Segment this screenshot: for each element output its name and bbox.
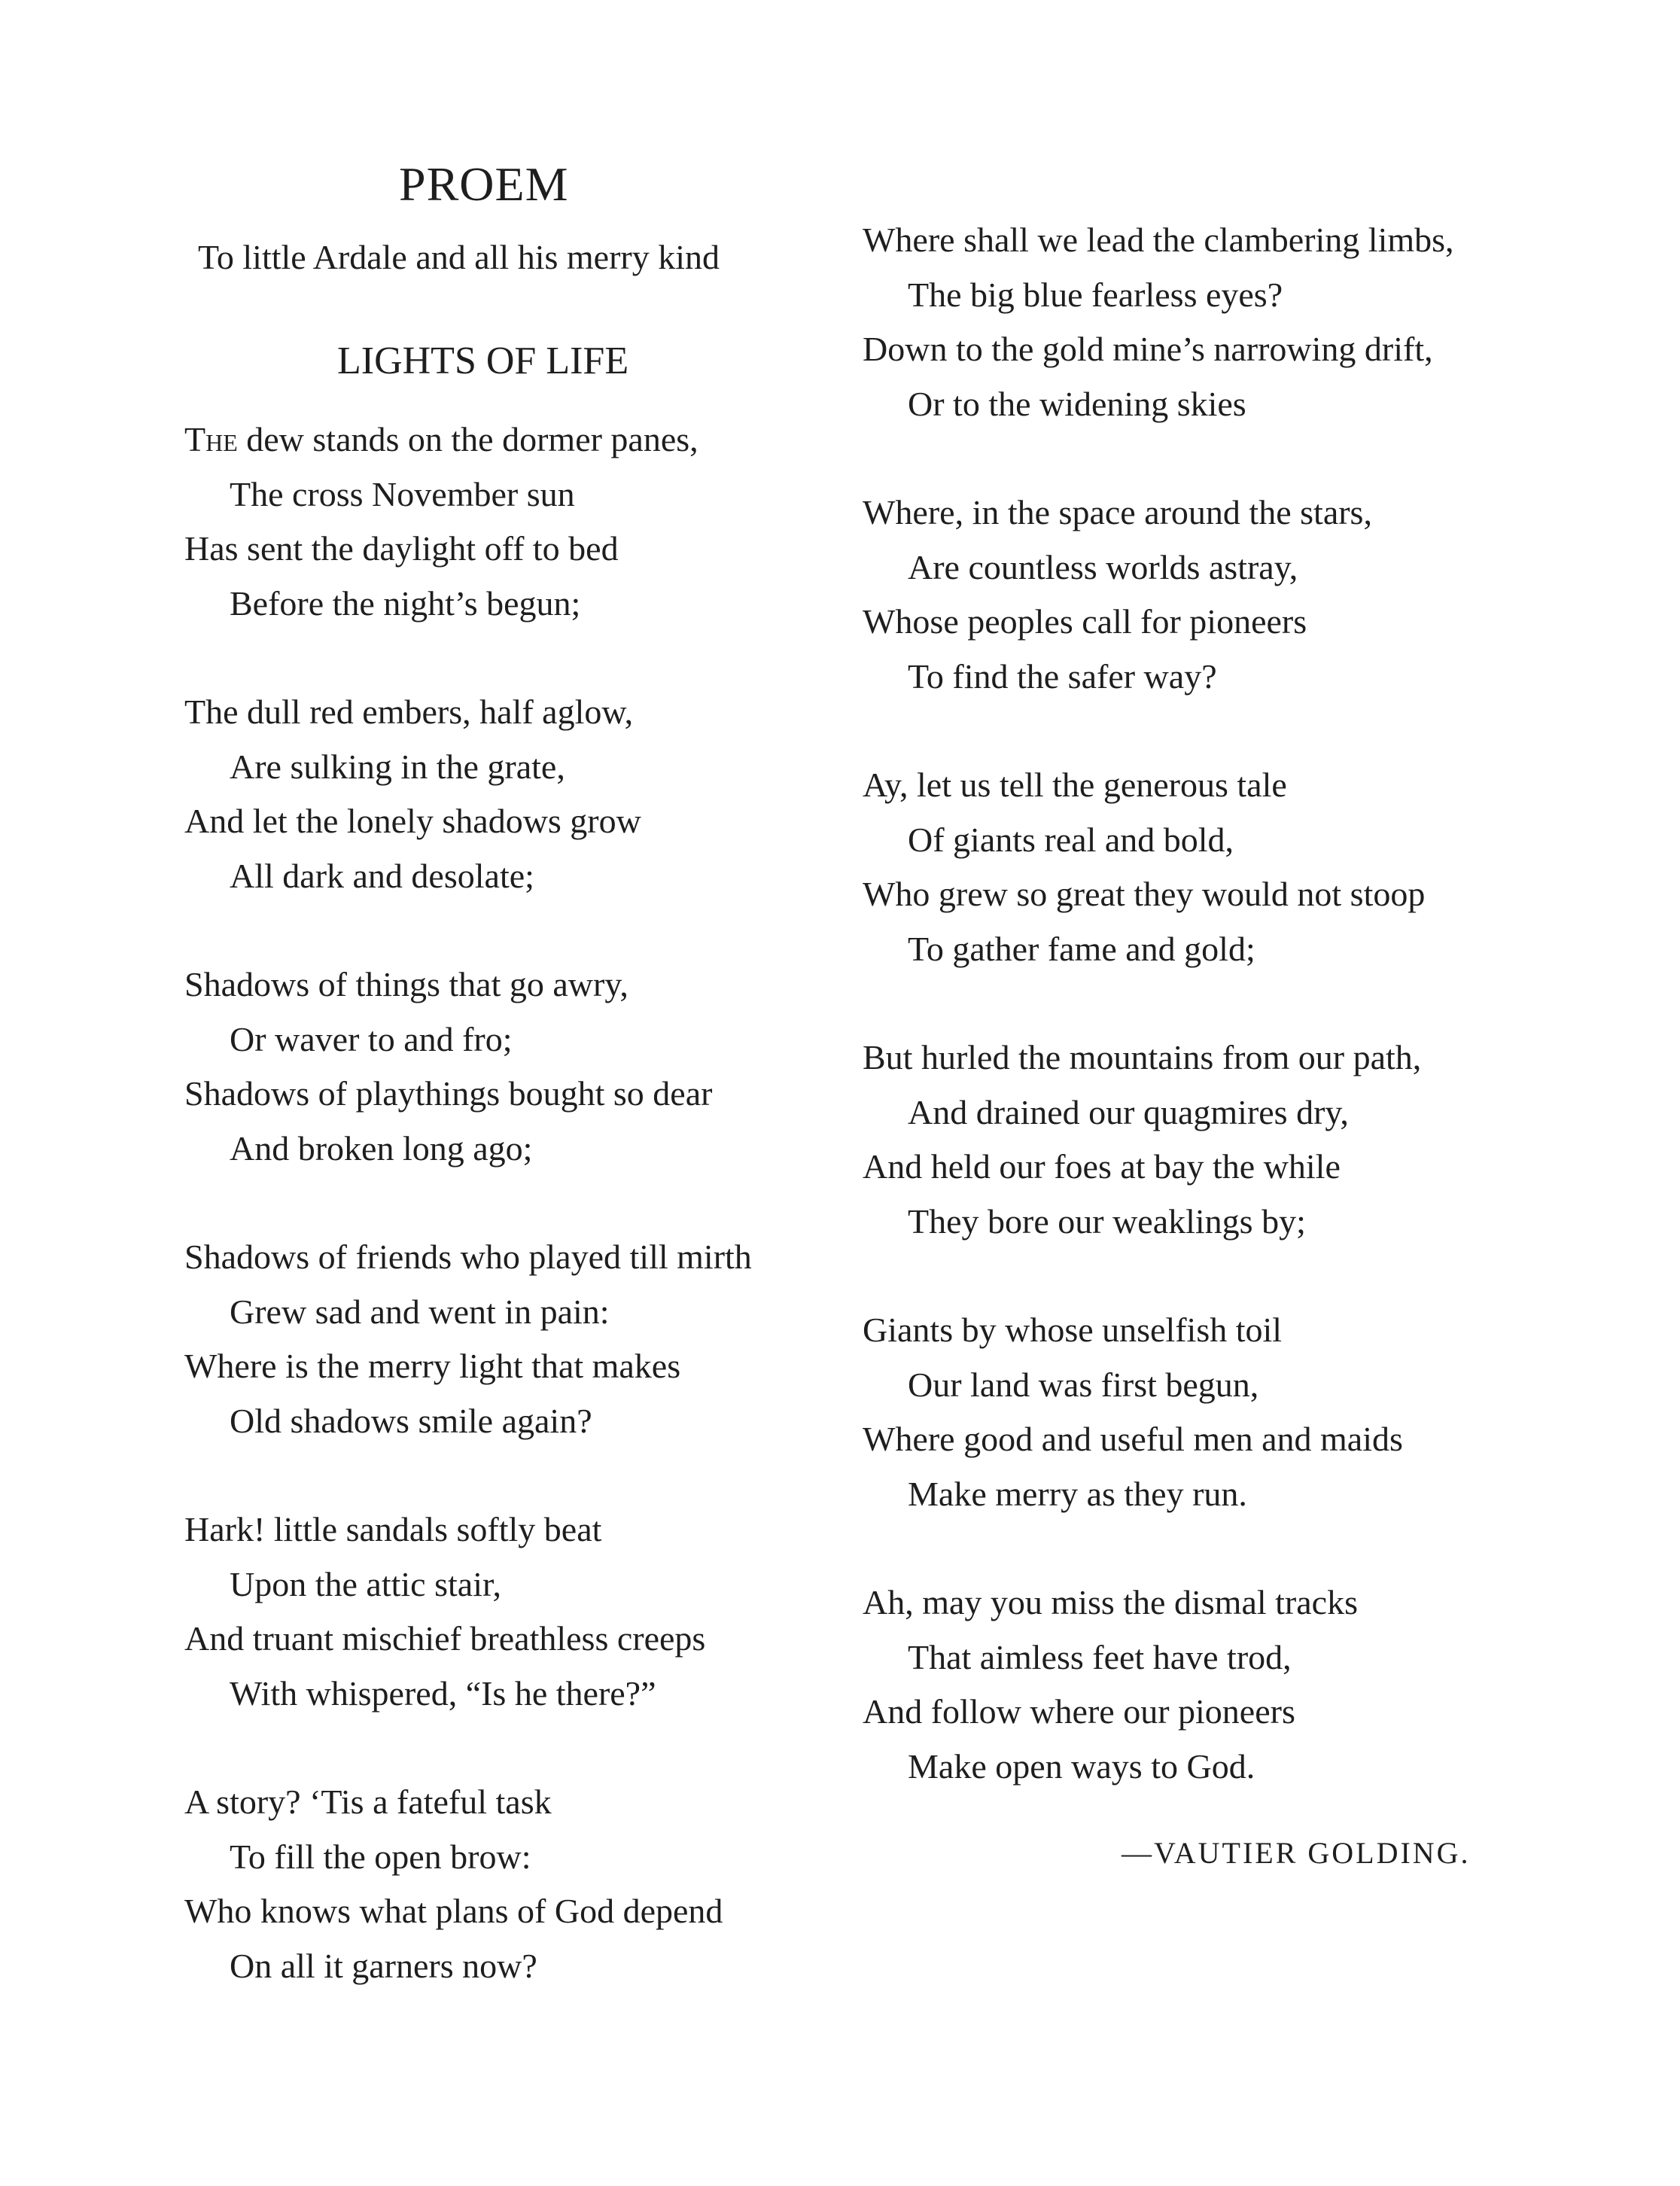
poem-line: Our land was first begun, <box>908 1365 1259 1404</box>
poem-line: Where, in the space around the stars, <box>863 493 1372 531</box>
poem-line: Shadows of friends who played till mirth <box>184 1238 752 1276</box>
poem-line: And broken long ago; <box>230 1128 533 1168</box>
stanza <box>184 685 752 903</box>
poem-line <box>184 413 752 467</box>
stanza <box>863 213 1454 431</box>
stanza <box>184 1502 752 1721</box>
stanza <box>863 1576 1454 1794</box>
stanza <box>863 1303 1454 1521</box>
left-stanzas <box>184 413 752 2047</box>
poem-line: And drained our quagmires dry, <box>908 1092 1349 1131</box>
stanza <box>863 486 1454 704</box>
dedication: To little Ardale and all his merry kind <box>198 238 720 276</box>
poem-line: The big blue fearless eyes? <box>908 275 1283 314</box>
poem-line: The cross November sun <box>230 474 575 513</box>
poem-line: Whose peoples call for pioneers <box>863 602 1307 641</box>
poem-line: With whispered, “Is he there?” <box>230 1673 656 1713</box>
poem-line: Shadows of things that go awry, <box>184 965 628 1003</box>
poem-line: But hurled the mountains from our path, <box>863 1038 1422 1076</box>
stanza <box>863 1031 1454 1249</box>
poem-line: That aimless feet have trod, <box>908 1637 1292 1676</box>
poem-line: On all it garners now? <box>230 1946 537 1985</box>
poem-line: Where is the merry light that makes <box>184 1347 681 1385</box>
poem-line: They bore our weaklings by; <box>908 1201 1306 1241</box>
stanza <box>184 1230 752 1448</box>
poem-line: Who knows what plans of God depend <box>184 1892 723 1930</box>
poem-line: Make open ways to God. <box>908 1746 1255 1786</box>
poem-line: Upon the attic stair, <box>230 1564 501 1603</box>
poem-line: Giants by whose unselfish toil <box>863 1311 1283 1349</box>
poem-line: The dull red embers, half aglow, <box>184 693 634 731</box>
poem-line: Before the night’s begun; <box>230 583 581 623</box>
stanza <box>863 758 1454 976</box>
poem-line: Or to the widening skies <box>908 384 1246 423</box>
stanza <box>184 1775 752 1993</box>
poem-line: To fill the open brow: <box>230 1837 531 1876</box>
poem-line: And held our foes at bay the while <box>863 1147 1341 1186</box>
right-stanzas <box>863 213 1454 1848</box>
poem-line: Who grew so great they would not stoop <box>863 875 1426 913</box>
poem-line: Ay, let us tell the generous tale <box>863 766 1287 804</box>
stanza <box>184 958 752 1176</box>
poem-line: And truant mischief breathless creeps <box>184 1619 706 1658</box>
poem-line: Ah, may you miss the dismal tracks <box>863 1583 1358 1621</box>
dropcap-word: The <box>184 420 238 458</box>
poem-line: Or waver to and fro; <box>230 1019 513 1058</box>
stanza <box>184 413 752 631</box>
poem-line: Of giants real and bold, <box>908 820 1234 859</box>
poem-line: Hark! little sandals softly beat <box>184 1510 602 1548</box>
poem-line: And follow where our pioneers <box>863 1692 1295 1731</box>
poem-line: A story? ‘Tis a fateful task <box>184 1783 552 1821</box>
poem-line: Are countless worlds astray, <box>908 547 1298 586</box>
poem-line: Are sulking in the grate, <box>230 747 565 786</box>
poem-line-text: dew stands on the dormer panes, <box>237 420 698 458</box>
author-signature: —VAUTIER GOLDING. <box>1122 1836 1471 1870</box>
poem-line: And let the lonely shadows grow <box>184 802 641 840</box>
poem-line: Old shadows smile again? <box>230 1401 592 1440</box>
poem-line: Where shall we lead the clambering limbs, <box>863 221 1454 259</box>
poem-title: LIGHTS OF LIFE <box>337 339 629 382</box>
poem-line: All dark and desolate; <box>230 856 534 895</box>
poem-line: To gather fame and gold; <box>908 929 1255 968</box>
page-title: PROEM <box>399 157 569 211</box>
poem-line: Make merry as they run. <box>908 1474 1247 1513</box>
poem-line: Down to the gold mine’s narrowing drift, <box>863 330 1433 368</box>
poem-line: Where good and useful men and maids <box>863 1420 1403 1458</box>
poem-line: Shadows of playthings bought so dear <box>184 1074 713 1113</box>
poem-line: Grew sad and went in pain: <box>230 1292 610 1331</box>
poem-line: Has sent the daylight off to bed <box>184 529 619 568</box>
poem-line: To find the safer way? <box>908 656 1217 696</box>
